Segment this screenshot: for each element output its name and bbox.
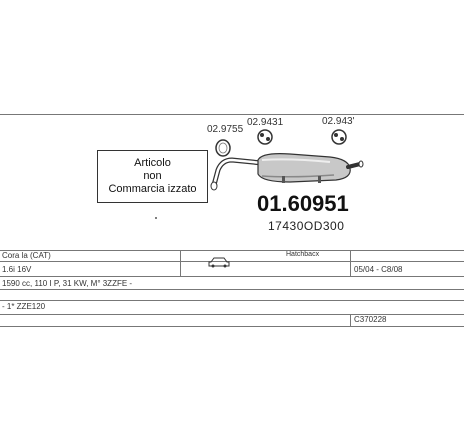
reference-code: C370228 bbox=[354, 315, 387, 324]
inlet-pipe bbox=[211, 160, 262, 190]
car-icon bbox=[209, 258, 229, 268]
body-type: Hatchbacx bbox=[286, 251, 320, 258]
rubber-hanger-icon bbox=[258, 130, 272, 144]
accessory-code-1: 02.9755 bbox=[207, 124, 244, 135]
chassis-code: - 1* ZZE120 bbox=[2, 302, 46, 311]
muffler-body bbox=[258, 154, 350, 183]
rubber-hanger-icon bbox=[332, 130, 346, 144]
notice-line-1: Articolo bbox=[134, 157, 171, 169]
gasket-ring-icon bbox=[216, 140, 230, 156]
engine: 1.6i 16V bbox=[2, 265, 32, 274]
notice-line-3: Commarcia izzato bbox=[108, 183, 197, 195]
engine-specs: 1590 cc, 110 I P, 31 KW, M° 3ZZFE - bbox=[2, 279, 133, 288]
oem-number: 17430OD300 bbox=[268, 219, 345, 233]
production-years: 05/04 - C8/08 bbox=[354, 265, 403, 274]
not-commercialized-notice bbox=[97, 150, 208, 203]
part-number: 01.60951 bbox=[257, 191, 349, 216]
accessory-code-2: 02.9431 bbox=[247, 117, 284, 128]
model-name: Cora la (CAT) bbox=[2, 251, 51, 260]
accessory-code-3: 02.943' bbox=[322, 116, 355, 127]
notice-line-2: non bbox=[143, 170, 162, 182]
tail-pipe bbox=[348, 161, 363, 167]
